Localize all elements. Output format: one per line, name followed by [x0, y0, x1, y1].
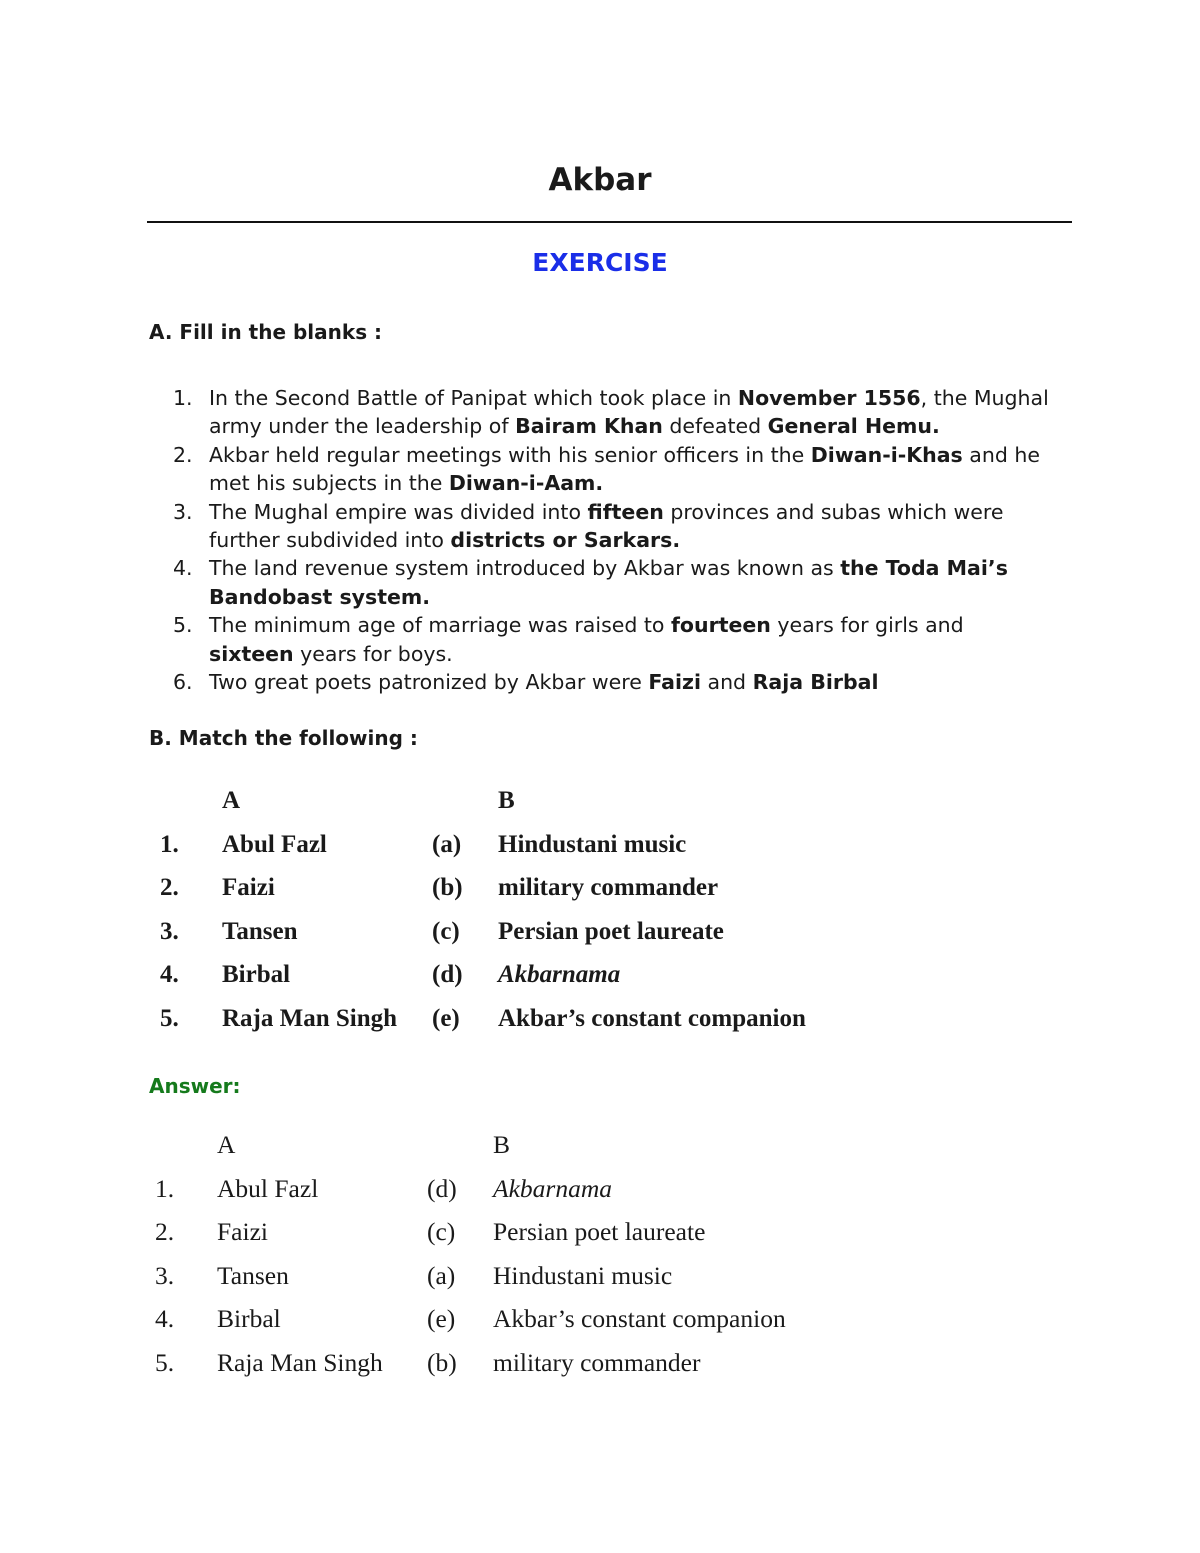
fill-in-blanks-list: [0, 384, 1200, 696]
match-question-row: [160, 910, 806, 954]
match-answer-table: [155, 1123, 786, 1385]
fill-item: [0, 441, 1049, 498]
fill-text: and he met his subjects in the: [209, 442, 1040, 496]
match-answer-letter: (d): [427, 1173, 457, 1203]
fill-item: [0, 384, 1049, 441]
match-question-row: [160, 997, 806, 1041]
fill-answer: fourteen: [670, 613, 771, 638]
match-answer-row: [155, 1167, 786, 1211]
fill-text: defeated: [662, 414, 768, 439]
match-question-term: Abul Fazl: [222, 830, 327, 858]
fill-text: years for girls and: [770, 613, 964, 638]
fill-item: [0, 498, 1049, 555]
match-question-description: Akbarnama: [498, 961, 621, 989]
match-answer-letter: (c): [427, 1217, 456, 1247]
title-divider: [147, 221, 1072, 223]
fill-text: Two great poets patronized by Akbar were: [209, 670, 649, 695]
match-question-number: 2.: [160, 874, 179, 902]
fill-answer: the Toda Mai’s Bandobast system.: [209, 556, 1008, 609]
match-question-letter: (e): [432, 1004, 460, 1032]
match-question-description: military commander: [498, 874, 719, 902]
match-answer-row: [155, 1298, 786, 1342]
answer-column-b-header: B: [493, 1130, 511, 1159]
fill-text: Akbar held regular meetings with his senior officers in the: [209, 442, 811, 467]
fill-item-number: 1.: [173, 386, 193, 410]
fill-text: In the Second Battle of Panipat which took place in: [209, 386, 738, 410]
column-b-header: B: [498, 787, 515, 814]
section-a-heading: A. Fill in the blanks :: [149, 320, 383, 344]
match-answer-description: Akbarnama: [493, 1173, 612, 1203]
exercise-heading: EXERCISE: [532, 248, 668, 277]
fill-text: The land revenue system introduced by Akbar was known as: [209, 556, 841, 581]
fill-answer: Diwan-i-Khas: [810, 442, 963, 467]
match-answer-row: [155, 1254, 786, 1298]
match-question-term: Faizi: [222, 874, 275, 902]
match-answer-description: Hindustani music: [493, 1260, 673, 1290]
page-title: Akbar: [548, 162, 652, 198]
match-answer-letter: (a): [427, 1260, 456, 1290]
fill-answer: November 1556: [737, 386, 921, 410]
answer-label: Answer:: [149, 1074, 241, 1098]
match-answer-term: Abul Fazl: [217, 1173, 319, 1203]
fill-item: [0, 668, 1049, 696]
fill-text: The minimum age of marriage was raised to: [209, 613, 671, 638]
fill-answer: Diwan-i-Aam.: [448, 471, 604, 496]
match-question-number: 1.: [160, 830, 179, 858]
fill-item: [0, 611, 1049, 668]
section-b-heading: B. Match the following :: [149, 726, 418, 750]
match-question-row: [160, 823, 806, 867]
fill-item-number: 6.: [173, 670, 193, 695]
match-answer-term: Tansen: [217, 1260, 289, 1290]
match-question-row: [160, 954, 806, 998]
match-question-term: Birbal: [222, 961, 291, 989]
match-question-letter: (d): [432, 961, 463, 989]
fill-answer: sixteen: [209, 641, 294, 666]
match-answer-description: Akbar’s constant companion: [493, 1304, 786, 1334]
fill-answer: districts or Sarkars.: [450, 528, 681, 553]
match-question-number: 5.: [160, 1004, 179, 1032]
fill-answer: Raja Birbal: [752, 670, 879, 695]
match-question-term: Raja Man Singh: [222, 1004, 398, 1032]
fill-answer: General Hemu.: [767, 414, 940, 439]
fill-text: provinces and subas which were further subdivided into: [209, 499, 1004, 553]
match-question-letter: (c): [432, 917, 460, 945]
answer-column-a-header: A: [217, 1130, 236, 1159]
match-question-letter: (a): [432, 830, 462, 858]
match-answer-number: 2.: [155, 1217, 175, 1247]
fill-text: years for boys.: [293, 641, 453, 666]
column-a-header: A: [222, 787, 241, 814]
match-question-row: [160, 867, 806, 911]
match-answer-term: Birbal: [217, 1304, 281, 1334]
match-question-description: Akbar’s constant companion: [498, 1004, 806, 1032]
match-answer-term: Raja Man Singh: [217, 1347, 383, 1377]
match-question-header-row: [160, 779, 806, 823]
match-answer-header-row: [155, 1123, 786, 1167]
fill-text: The Mughal empire was divided into: [209, 499, 588, 524]
match-answer-description: Persian poet laureate: [493, 1217, 706, 1247]
match-question-description: Hindustani music: [498, 830, 687, 858]
match-answer-row: [155, 1211, 786, 1255]
match-answer-number: 4.: [155, 1304, 175, 1334]
match-answer-term: Faizi: [217, 1217, 268, 1247]
match-question-number: 4.: [160, 961, 179, 989]
match-question-term: Tansen: [222, 917, 298, 945]
match-question-number: 3.: [160, 917, 179, 945]
match-answer-row: [155, 1341, 786, 1385]
match-answer-description: military commander: [493, 1347, 701, 1377]
fill-item-number: 3.: [173, 499, 193, 524]
match-answer-number: 1.: [155, 1173, 175, 1203]
match-question-description: Persian poet laureate: [498, 917, 724, 945]
fill-item-number: 5.: [173, 613, 193, 638]
fill-text: and: [700, 670, 753, 695]
match-question-letter: (b): [432, 874, 463, 902]
fill-answer: Faizi: [648, 670, 701, 695]
match-answer-number: 3.: [155, 1260, 175, 1290]
fill-answer: fifteen: [587, 499, 664, 524]
match-answer-letter: (b): [427, 1347, 457, 1377]
match-question-table: [160, 779, 806, 1041]
fill-item-number: 2.: [173, 442, 193, 467]
match-answer-number: 5.: [155, 1347, 175, 1377]
fill-answer: Bairam Khan: [515, 414, 663, 439]
fill-text: , the Mughal army under the leadership of: [209, 386, 1049, 439]
fill-item-number: 4.: [173, 556, 193, 581]
fill-item: [0, 554, 1049, 611]
match-answer-letter: (e): [427, 1304, 456, 1334]
